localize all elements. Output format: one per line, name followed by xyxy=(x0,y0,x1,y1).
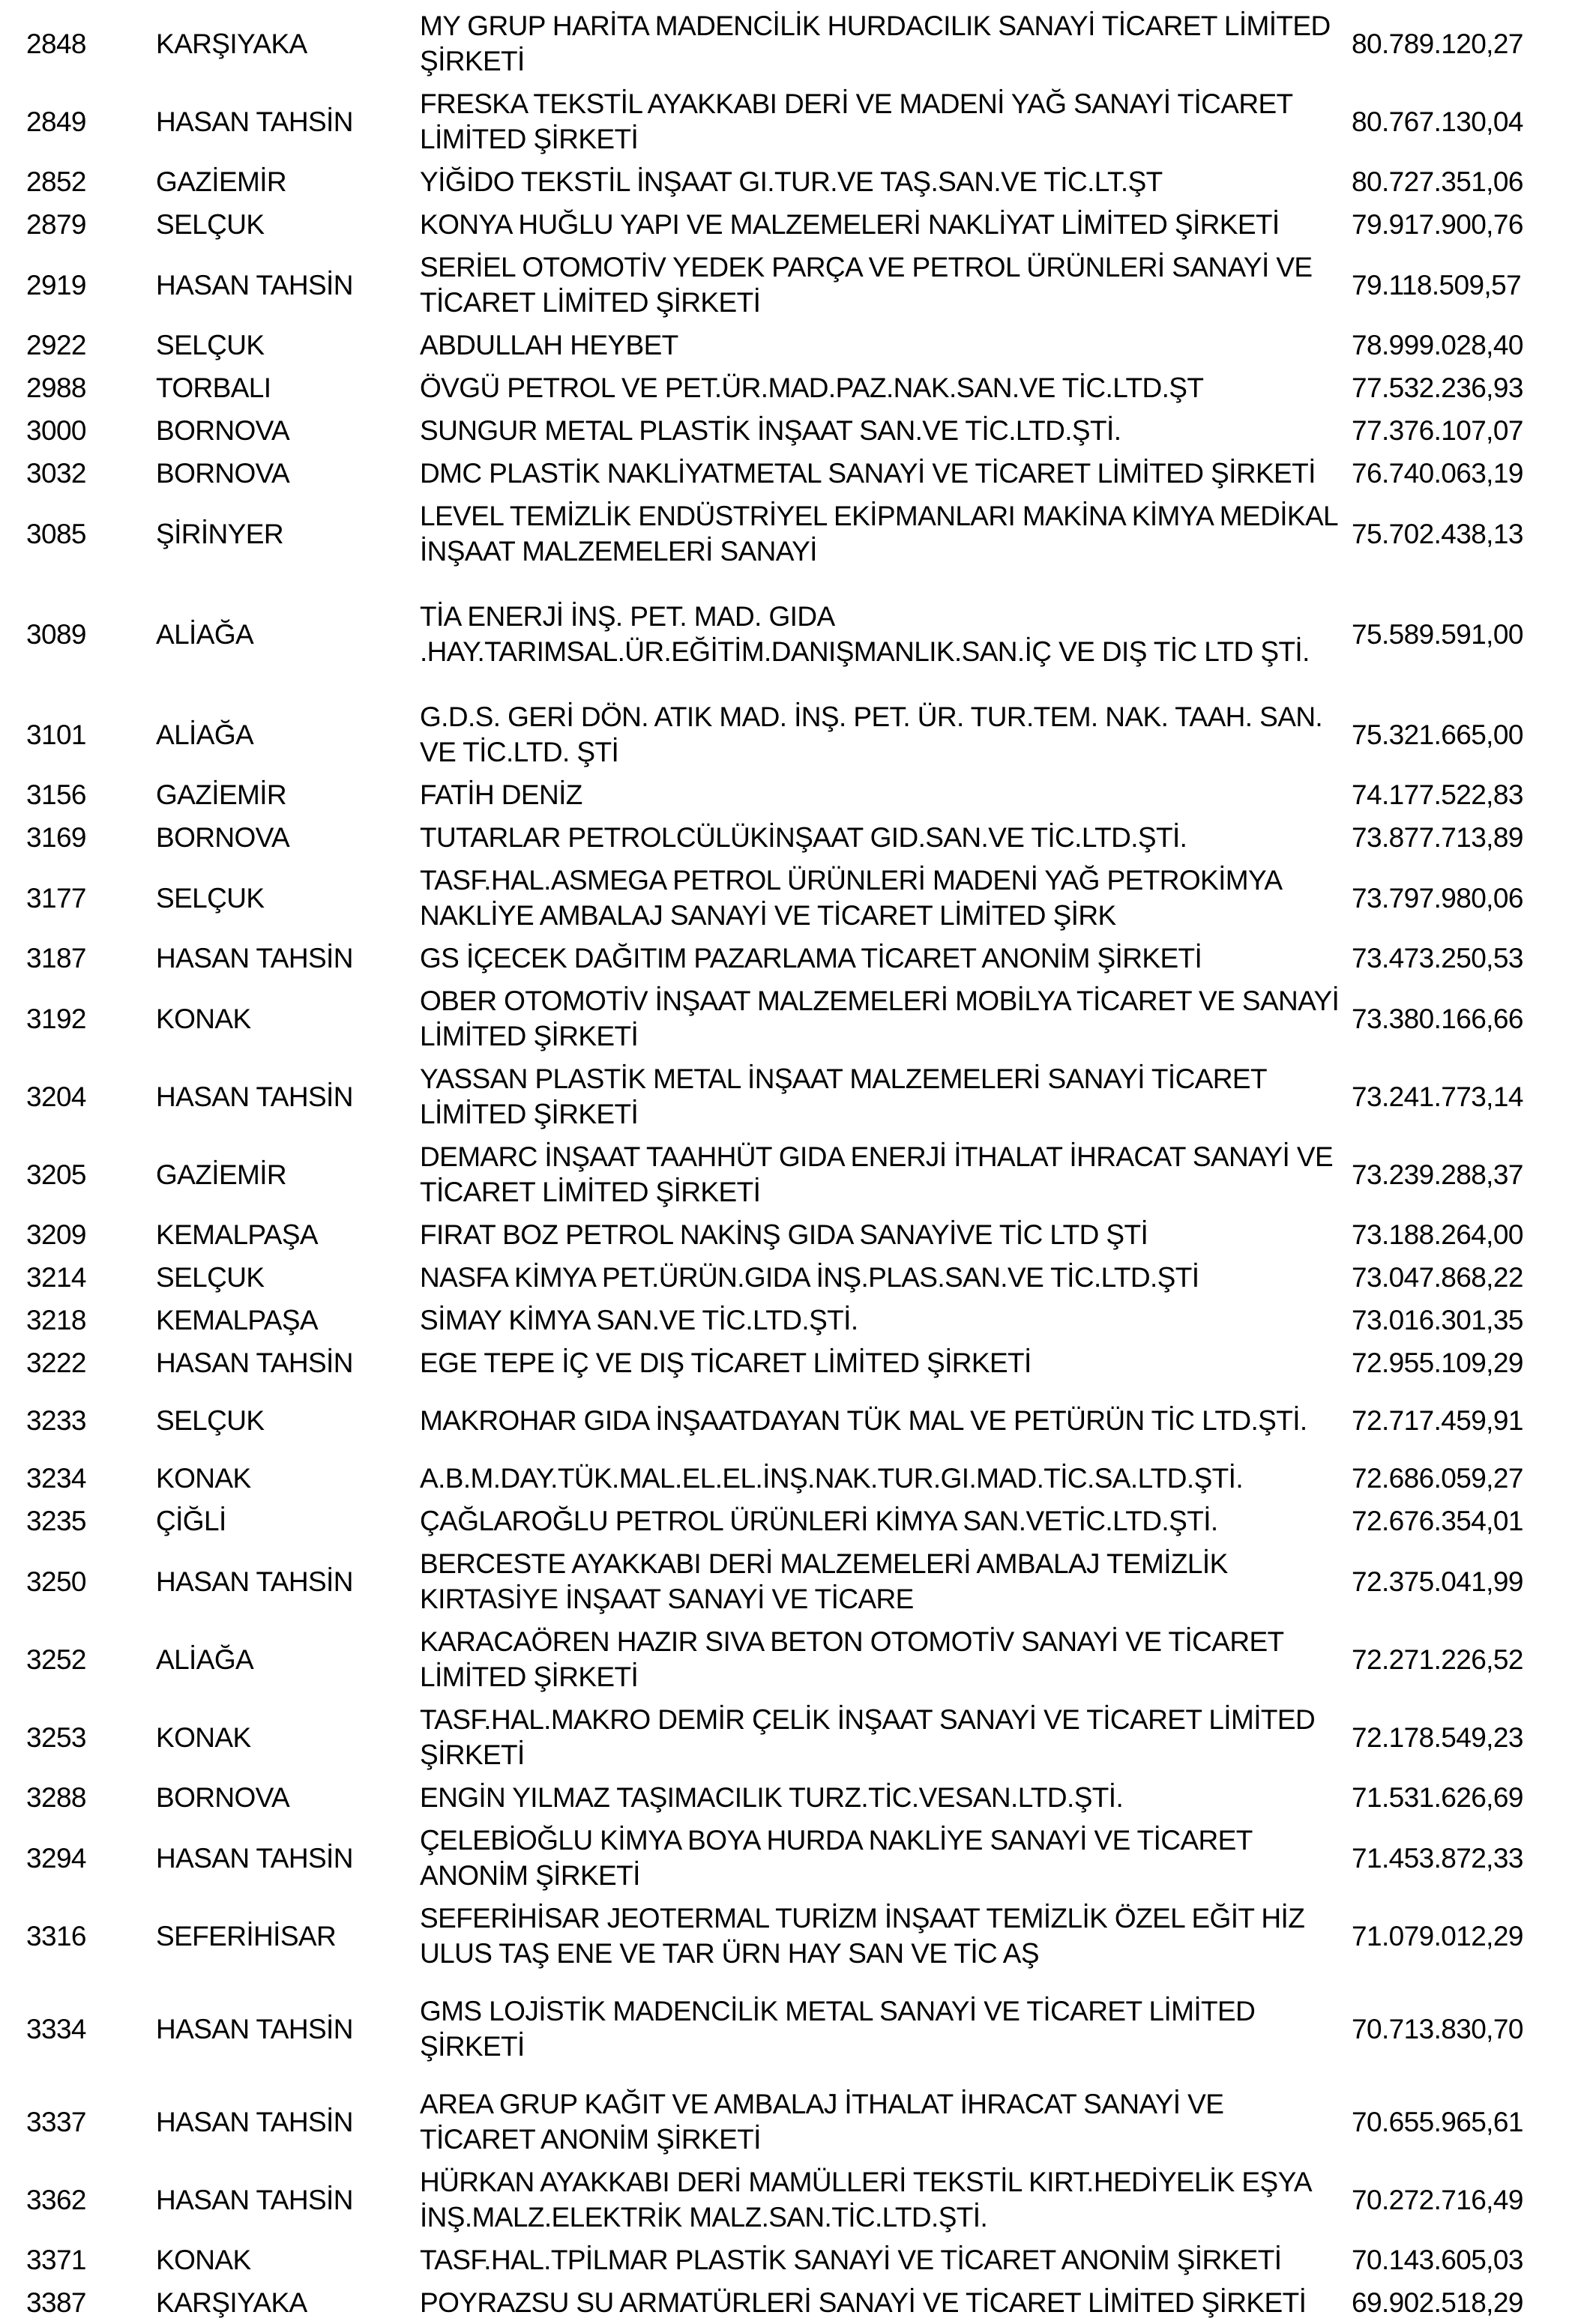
company-cell: ABDULLAH HEYBET xyxy=(420,330,678,360)
rank-cell: 3218 xyxy=(26,1305,86,1335)
amount-cell: 72.271.226,52 xyxy=(1352,1644,1523,1675)
district-cell: SELÇUK xyxy=(156,330,265,360)
table-row xyxy=(0,859,1569,937)
amount-cell: 80.767.130,04 xyxy=(1352,106,1523,137)
company-cell: YASSAN PLASTİK METAL İNŞAAT MALZEMELERİ SANAYİ TİCARET LİMİTED ŞİRKETİ xyxy=(420,1063,1267,1129)
table-row xyxy=(0,452,1569,495)
rank-cell: 3187 xyxy=(26,943,86,974)
company-cell: FRESKA TEKSTİL AYAKKABI DERİ VE MADENİ YAĞ SANAYİ TİCARET LİMİTED ŞİRKETİ xyxy=(420,88,1292,154)
rank-cell: 3205 xyxy=(26,1159,86,1190)
company-cell: TUTARLAR PETROLCÜLÜKİNŞAAT GID.SAN.VE TİC.LTD.ŞTİ. xyxy=(420,822,1187,853)
company-cell: TASF.HAL.TPİLMAR PLASTİK SANAYİ VE TİCARET ANONİM ŞİRKETİ xyxy=(420,2245,1282,2275)
table-row xyxy=(0,980,1569,1057)
amount-cell: 73.241.773,14 xyxy=(1352,1081,1523,1112)
district-cell: GAZİEMİR xyxy=(156,1159,287,1190)
district-cell: SELÇUK xyxy=(156,1262,265,1293)
district-cell: GAZİEMİR xyxy=(156,779,287,810)
table-row xyxy=(0,1500,1569,1542)
table-row xyxy=(0,2161,1569,2239)
company-cell: NASFA KİMYA PET.ÜRÜN.GIDA İNŞ.PLAS.SAN.VE TİC.LTD.ŞTİ xyxy=(420,1262,1199,1293)
amount-cell: 73.016.301,35 xyxy=(1352,1305,1523,1335)
district-cell: HASAN TAHSİN xyxy=(156,269,353,301)
amount-cell: 73.188.264,00 xyxy=(1352,1219,1523,1250)
rank-cell: 2852 xyxy=(26,166,86,197)
amount-cell: 73.877.713,89 xyxy=(1352,822,1523,853)
amount-cell: 80.789.120,27 xyxy=(1352,28,1523,59)
company-cell: TİA ENERJİ İNŞ. PET. MAD. GIDA .HAY.TARIMSAL.ÜR.EĞİTİM.DANIŞMANLIK.SAN.İÇ VE DIŞ TİC LTD ŞTİ. xyxy=(420,601,1310,667)
district-cell: KONAK xyxy=(156,2245,251,2275)
rank-cell: 3032 xyxy=(26,458,86,489)
rank-cell: 3337 xyxy=(26,2106,86,2137)
table-row xyxy=(0,1897,1569,1975)
rank-cell: 2849 xyxy=(26,106,86,137)
company-cell: G.D.S. GERİ DÖN. ATIK MAD. İNŞ. PET. ÜR. TUR.TEM. NAK. TAAH. SAN. VE TİC.LTD. ŞTİ xyxy=(420,701,1323,767)
district-cell: SELÇUK xyxy=(156,882,265,914)
table-row xyxy=(0,203,1569,246)
table-row xyxy=(0,1213,1569,1256)
rank-cell: 2922 xyxy=(26,330,86,360)
district-cell: ALİAĞA xyxy=(156,1644,254,1675)
district-cell: ALİAĞA xyxy=(156,719,254,750)
rank-cell: 3362 xyxy=(26,2184,86,2215)
amount-cell: 77.532.236,93 xyxy=(1352,372,1523,403)
company-cell: ÇELEBİOĞLU KİMYA BOYA HURDA NAKLİYE SANAYİ VE TİCARET ANONİM ŞİRKETİ xyxy=(420,1825,1253,1891)
district-cell: HASAN TAHSİN xyxy=(156,106,353,137)
rank-cell: 3222 xyxy=(26,1347,86,1378)
company-cell: ENGİN YILMAZ TAŞIMACILIK TURZ.TİC.VESAN.LTD.ŞTİ. xyxy=(420,1782,1124,1813)
district-cell: KONAK xyxy=(156,1003,251,1034)
company-cell: DEMARC İNŞAAT TAAHHÜT GIDA ENERJİ İTHALAT İHRACAT SANAYİ VE TİCARET LİMİTED ŞİRKETİ xyxy=(420,1141,1334,1207)
company-cell: EGE TEPE İÇ VE DIŞ TİCARET LİMİTED ŞİRKETİ xyxy=(420,1347,1032,1378)
amount-cell: 73.473.250,53 xyxy=(1352,943,1523,974)
rank-cell: 2879 xyxy=(26,209,86,240)
rank-cell: 2848 xyxy=(26,28,86,59)
rank-cell: 3334 xyxy=(26,2013,86,2044)
district-cell: BORNOVA xyxy=(156,1782,290,1813)
rank-cell: 3288 xyxy=(26,1782,86,1813)
rank-cell: 3177 xyxy=(26,882,86,914)
company-cell: AREA GRUP KAĞIT VE AMBALAJ İTHALAT İHRACAT SANAYİ VE TİCARET ANONİM ŞİRKETİ xyxy=(420,2089,1224,2155)
company-cell: OBER OTOMOTİV İNŞAAT MALZEMELERİ MOBİLYA TİCARET VE SANAYİ LİMİTED ŞİRKETİ xyxy=(420,986,1340,1051)
rank-cell: 3387 xyxy=(26,2287,86,2318)
rank-cell: 3085 xyxy=(26,518,86,549)
rank-cell: 3209 xyxy=(26,1219,86,1250)
rank-cell: 3316 xyxy=(26,1920,86,1952)
table-row xyxy=(0,82,1569,160)
company-cell: TASF.HAL.ASMEGA PETROL ÜRÜNLERİ MADENİ YAĞ PETROKİMYA NAKLİYE AMBALAJ SANAYİ VE TİCARET LİMİTED ŞİRK xyxy=(420,865,1281,931)
table-row xyxy=(0,1975,1569,2083)
company-cell: FIRAT BOZ PETROL NAKİNŞ GIDA SANAYİVE TİC LTD ŞTİ xyxy=(420,1219,1148,1250)
rank-cell: 3204 xyxy=(26,1081,86,1112)
district-cell: SEFERİHİSAR xyxy=(156,1920,337,1952)
company-cell: ÇAĞLAROĞLU PETROL ÜRÜNLERİ KİMYA SAN.VETİC.LTD.ŞTİ. xyxy=(420,1506,1218,1536)
table-row xyxy=(0,1620,1569,1698)
rank-cell: 3233 xyxy=(26,1405,86,1436)
company-cell: TASF.HAL.MAKRO DEMİR ÇELİK İNŞAAT SANAYİ VE TİCARET LİMİTED ŞİRKETİ xyxy=(420,1704,1316,1770)
amount-cell: 79.917.900,76 xyxy=(1352,209,1523,240)
company-cell: YİĞİDO TEKSTİL İNŞAAT GI.TUR.VE TAŞ.SAN.VE TİC.LT.ŞT xyxy=(420,166,1163,197)
amount-cell: 73.380.166,66 xyxy=(1352,1003,1523,1034)
amount-cell: 71.531.626,69 xyxy=(1352,1782,1523,1813)
table-row xyxy=(0,1542,1569,1620)
company-cell: MY GRUP HARİTA MADENCİLİK HURDACILIK SANAYİ TİCARET LİMİTED ŞİRKETİ xyxy=(420,10,1331,76)
amount-cell: 75.702.438,13 xyxy=(1352,518,1523,549)
company-cell: KONYA HUĞLU YAPI VE MALZEMELERİ NAKLİYAT LİMİTED ŞİRKETİ xyxy=(420,209,1280,240)
company-cell: LEVEL TEMİZLİK ENDÜSTRİYEL EKİPMANLARI MAKİNA KİMYA MEDİKAL İNŞAAT MALZEMELERİ SANAYİ xyxy=(420,501,1337,567)
table-row xyxy=(0,1819,1569,1897)
table-row xyxy=(0,2239,1569,2281)
table-row xyxy=(0,409,1569,452)
district-cell: KEMALPAŞA xyxy=(156,1305,319,1335)
rank-cell: 3235 xyxy=(26,1506,86,1536)
district-cell: KARŞIYAKA xyxy=(156,28,307,59)
company-cell: SİMAY KİMYA SAN.VE TİC.LTD.ŞTİ. xyxy=(420,1305,858,1335)
company-cell: SERİEL OTOMOTİV YEDEK PARÇA VE PETROL ÜRÜNLERİ SANAYİ VE TİCARET LİMİTED ŞİRKETİ xyxy=(420,252,1313,318)
district-cell: KONAK xyxy=(156,1721,251,1753)
table-row xyxy=(0,4,1569,82)
district-cell: GAZİEMİR xyxy=(156,166,287,197)
company-cell: KARACAÖREN HAZIR SIVA BETON OTOMOTİV SANAYİ VE TİCARET LİMİTED ŞİRKETİ xyxy=(420,1626,1283,1692)
amount-cell: 75.589.591,00 xyxy=(1352,618,1523,650)
table-row xyxy=(0,573,1569,695)
table-row xyxy=(0,1457,1569,1500)
rank-cell: 3089 xyxy=(26,618,86,650)
table-row xyxy=(0,324,1569,366)
rank-cell: 3252 xyxy=(26,1644,86,1675)
district-cell: HASAN TAHSİN xyxy=(156,943,353,974)
amount-cell: 72.676.354,01 xyxy=(1352,1506,1523,1536)
table-row xyxy=(0,495,1569,573)
company-cell: HÜRKAN AYAKKABI DERİ MAMÜLLERİ TEKSTİL KIRT.HEDİYELİK EŞYA İNŞ.MALZ.ELEKTRİK MALZ.SAN.TİC.LTD.ŞTİ. xyxy=(420,2167,1310,2233)
table-row xyxy=(0,2281,1569,2324)
table-row xyxy=(0,2083,1569,2161)
table-row xyxy=(0,1299,1569,1341)
district-cell: ALİAĞA xyxy=(156,618,254,650)
rank-cell: 3156 xyxy=(26,779,86,810)
company-cell: SEFERİHİSAR JEOTERMAL TURİZM İNŞAAT TEMİZLİK ÖZEL EĞİT HİZ ULUS TAŞ ENE VE TAR ÜRN HAY SAN VE TİC AŞ xyxy=(420,1903,1305,1969)
district-cell: HASAN TAHSİN xyxy=(156,2013,353,2044)
amount-cell: 80.727.351,06 xyxy=(1352,166,1523,197)
company-cell: DMC PLASTİK NAKLİYATMETAL SANAYİ VE TİCARET LİMİTED ŞİRKETİ xyxy=(420,458,1316,489)
rank-cell: 3250 xyxy=(26,1566,86,1597)
table-row xyxy=(0,366,1569,409)
amount-cell: 70.143.605,03 xyxy=(1352,2245,1523,2275)
rank-cell: 3214 xyxy=(26,1262,86,1293)
amount-cell: 72.955.109,29 xyxy=(1352,1347,1523,1378)
table-row xyxy=(0,246,1569,324)
company-cell: A.B.M.DAY.TÜK.MAL.EL.EL.İNŞ.NAK.TUR.GI.MAD.TİC.SA.LTD.ŞTİ. xyxy=(420,1463,1244,1494)
amount-cell: 76.740.063,19 xyxy=(1352,458,1523,489)
district-cell: BORNOVA xyxy=(156,822,290,853)
amount-cell: 79.118.509,57 xyxy=(1352,269,1522,301)
district-cell: TORBALI xyxy=(156,372,271,403)
company-cell: ÖVGÜ PETROL VE PET.ÜR.MAD.PAZ.NAK.SAN.VE TİC.LTD.ŞT xyxy=(420,372,1204,403)
amount-cell: 75.321.665,00 xyxy=(1352,719,1523,750)
district-cell: HASAN TAHSİN xyxy=(156,1347,353,1378)
amount-cell: 72.717.459,91 xyxy=(1352,1405,1523,1436)
district-cell: HASAN TAHSİN xyxy=(156,1842,353,1874)
table-row xyxy=(0,773,1569,816)
amount-cell: 69.902.518,29 xyxy=(1352,2287,1523,2318)
amount-cell: 72.178.549,23 xyxy=(1352,1721,1523,1753)
company-cell: GMS LOJİSTİK MADENCİLİK METAL SANAYİ VE TİCARET LİMİTED ŞİRKETİ xyxy=(420,1996,1256,2062)
company-cell: MAKROHAR GIDA İNŞAATDAYAN TÜK MAL VE PETÜRÜN TİC LTD.ŞTİ. xyxy=(420,1405,1307,1436)
district-cell: KEMALPAŞA xyxy=(156,1219,319,1250)
table-row xyxy=(0,1341,1569,1384)
amount-cell: 70.272.716,49 xyxy=(1352,2184,1523,2215)
amount-cell: 71.079.012,29 xyxy=(1352,1920,1523,1952)
district-cell: KONAK xyxy=(156,1463,251,1494)
district-cell: BORNOVA xyxy=(156,458,290,489)
rank-cell: 2988 xyxy=(26,372,86,403)
district-cell: HASAN TAHSİN xyxy=(156,2106,353,2137)
table-row xyxy=(0,1256,1569,1299)
amount-cell: 74.177.522,83 xyxy=(1352,779,1523,810)
rank-cell: 2919 xyxy=(26,269,86,301)
amount-cell: 73.239.288,37 xyxy=(1352,1159,1523,1190)
amount-cell: 70.655.965,61 xyxy=(1352,2106,1523,2137)
rank-cell: 3000 xyxy=(26,415,86,446)
table-row xyxy=(0,1384,1569,1457)
company-cell: BERCESTE AYAKKABI DERİ MALZEMELERİ AMBALAJ TEMİZLİK KIRTASİYE İNŞAAT SANAYİ VE TİCARE xyxy=(420,1548,1228,1614)
rank-cell: 3192 xyxy=(26,1003,86,1034)
table-row xyxy=(0,1698,1569,1776)
company-cell: GS İÇECEK DAĞITIM PAZARLAMA TİCARET ANONİM ŞİRKETİ xyxy=(420,943,1202,974)
table-row xyxy=(0,816,1569,859)
amount-cell: 72.375.041,99 xyxy=(1352,1566,1523,1597)
rank-cell: 3101 xyxy=(26,719,86,750)
district-cell: ÇİĞLİ xyxy=(156,1506,226,1536)
amount-cell: 78.999.028,40 xyxy=(1352,330,1523,360)
company-cell: POYRAZSU SU ARMATÜRLERİ SANAYİ VE TİCARET LİMİTED ŞİRKETİ xyxy=(420,2287,1307,2318)
amount-cell: 70.713.830,70 xyxy=(1352,2013,1523,2044)
table-row xyxy=(0,1057,1569,1135)
rank-cell: 3294 xyxy=(26,1842,86,1874)
district-cell: HASAN TAHSİN xyxy=(156,1081,353,1112)
amount-cell: 72.686.059,27 xyxy=(1352,1463,1523,1494)
district-cell: HASAN TAHSİN xyxy=(156,2184,353,2215)
district-cell: ŞİRİNYER xyxy=(156,518,283,549)
district-cell: HASAN TAHSİN xyxy=(156,1566,353,1597)
company-cell: FATİH DENİZ xyxy=(420,779,582,810)
table-row xyxy=(0,937,1569,980)
district-cell: KARŞIYAKA xyxy=(156,2287,307,2318)
ranking-table xyxy=(0,4,1569,2324)
rank-cell: 3253 xyxy=(26,1721,86,1753)
table-row xyxy=(0,695,1569,773)
amount-cell: 73.797.980,06 xyxy=(1352,882,1523,914)
amount-cell: 77.376.107,07 xyxy=(1352,415,1523,446)
rank-cell: 3234 xyxy=(26,1463,86,1494)
district-cell: SELÇUK xyxy=(156,209,265,240)
district-cell: SELÇUK xyxy=(156,1405,265,1436)
company-cell: SUNGUR METAL PLASTİK İNŞAAT SAN.VE TİC.LTD.ŞTİ. xyxy=(420,415,1121,446)
district-cell: BORNOVA xyxy=(156,415,290,446)
table-row xyxy=(0,160,1569,203)
table-row xyxy=(0,1135,1569,1213)
table-row xyxy=(0,1776,1569,1819)
amount-cell: 73.047.868,22 xyxy=(1352,1262,1523,1293)
rank-cell: 3169 xyxy=(26,822,86,853)
rank-cell: 3371 xyxy=(26,2245,86,2275)
amount-cell: 71.453.872,33 xyxy=(1352,1842,1523,1874)
